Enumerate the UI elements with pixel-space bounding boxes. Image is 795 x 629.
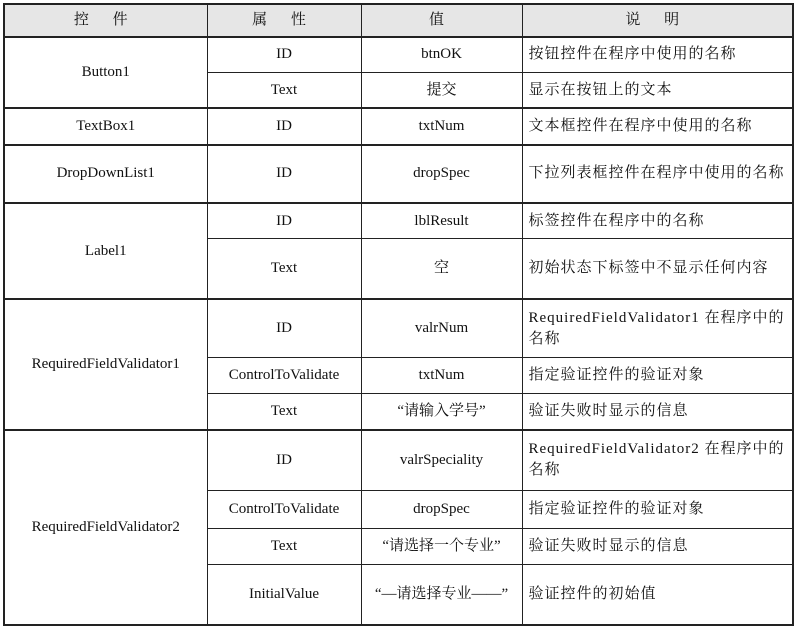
property-cell: ControlToValidate bbox=[207, 490, 361, 528]
value-cell: lblResult bbox=[361, 203, 522, 239]
control-name: Button1 bbox=[4, 37, 207, 108]
header-control: 控 件 bbox=[4, 4, 207, 37]
header-property: 属 性 bbox=[207, 4, 361, 37]
value-cell: dropSpec bbox=[361, 490, 522, 528]
description-cell: 显示在按钮上的文本 bbox=[522, 72, 793, 108]
control-name: Label1 bbox=[4, 203, 207, 299]
table-row bbox=[4, 37, 793, 72]
value-cell: txtNum bbox=[361, 358, 522, 394]
description-cell: 验证控件的初始值 bbox=[522, 565, 793, 625]
property-cell: Text bbox=[207, 72, 361, 108]
value-cell: “请选择一个专业” bbox=[361, 528, 522, 564]
value-cell: valrSpeciality bbox=[361, 430, 522, 490]
value-cell: txtNum bbox=[361, 108, 522, 144]
table-row bbox=[4, 299, 793, 357]
header-description: 说 明 bbox=[522, 4, 793, 37]
value-cell: 提交 bbox=[361, 72, 522, 108]
property-cell: Text bbox=[207, 394, 361, 430]
description-cell: 标签控件在程序中的名称 bbox=[522, 203, 793, 239]
property-cell: ID bbox=[207, 430, 361, 490]
property-cell: ControlToValidate bbox=[207, 358, 361, 394]
description-cell: 初始状态下标签中不显示任何内容 bbox=[522, 239, 793, 299]
value-cell: “—请选择专业——” bbox=[361, 565, 522, 625]
table-row bbox=[4, 430, 793, 490]
description-cell: RequiredFieldValidator1 在程序中的名称 bbox=[522, 299, 793, 357]
header-row bbox=[4, 4, 793, 37]
value-cell: “请输入学号” bbox=[361, 394, 522, 430]
description-cell: 指定验证控件的验证对象 bbox=[522, 490, 793, 528]
description-cell: 验证失败时显示的信息 bbox=[522, 528, 793, 564]
table-row bbox=[4, 203, 793, 239]
property-cell: Text bbox=[207, 239, 361, 299]
value-cell: valrNum bbox=[361, 299, 522, 357]
property-cell: ID bbox=[207, 108, 361, 144]
control-name: TextBox1 bbox=[4, 108, 207, 144]
control-name: RequiredFieldValidator1 bbox=[4, 299, 207, 430]
description-cell: 按钮控件在程序中使用的名称 bbox=[522, 37, 793, 72]
properties-table bbox=[3, 3, 794, 626]
description-cell: 验证失败时显示的信息 bbox=[522, 394, 793, 430]
property-cell: ID bbox=[207, 203, 361, 239]
property-cell: ID bbox=[207, 145, 361, 203]
property-cell: ID bbox=[207, 37, 361, 72]
control-name: RequiredFieldValidator2 bbox=[4, 430, 207, 625]
table-row bbox=[4, 108, 793, 144]
property-cell: InitialValue bbox=[207, 565, 361, 625]
control-name: DropDownList1 bbox=[4, 145, 207, 203]
description-cell: 文本框控件在程序中使用的名称 bbox=[522, 108, 793, 144]
description-cell: 下拉列表框控件在程序中使用的名称 bbox=[522, 145, 793, 203]
table-row bbox=[4, 145, 793, 203]
description-cell: 指定验证控件的验证对象 bbox=[522, 358, 793, 394]
description-cell: RequiredFieldValidator2 在程序中的名称 bbox=[522, 430, 793, 490]
header-value: 值 bbox=[361, 4, 522, 37]
property-cell: Text bbox=[207, 528, 361, 564]
value-cell: dropSpec bbox=[361, 145, 522, 203]
property-cell: ID bbox=[207, 299, 361, 357]
value-cell: 空 bbox=[361, 239, 522, 299]
value-cell: btnOK bbox=[361, 37, 522, 72]
